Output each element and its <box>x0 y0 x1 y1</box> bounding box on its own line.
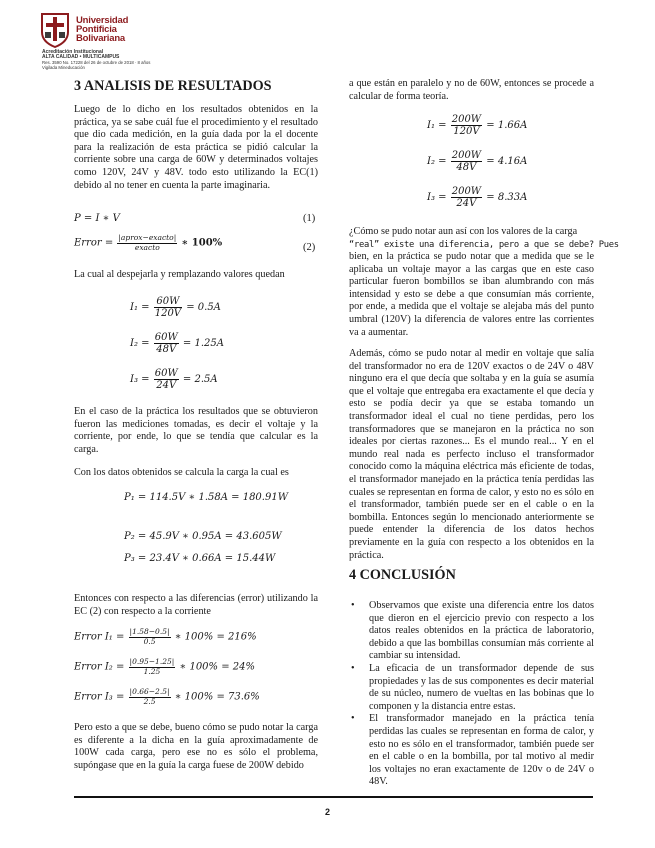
pero-paragraph: Pero esto a que se debe, bueno cómo se pudo notar la carga es diferente a la dicha en la guía aproximadamente de 100W cada carga, pero ese no es sólo el problema, supóngase que en la guía la carga fuese de 200W debido <box>74 722 318 771</box>
equation-2-numerator: |aprox−exacto| <box>118 233 177 242</box>
theory-i3-equation <box>427 186 527 209</box>
theory-i2-denominator: 48V <box>456 162 477 173</box>
theory-i1-denominator: 120V <box>453 126 480 137</box>
question-paragraph: bien, en la práctica se pudo notar que a medida que se le aplicaba un voltaje mayor a las cargas que en este caso particular fueron bombillos se iban alumbrando con más intensidad y esto se debe a que consumían más corriente, por ende, a medida que el voltaje se alejaba más del punto umbral (120V) la diferencia de valores entre las corrientes va a aumentar. <box>349 251 594 338</box>
section-title-conclusion: 4 CONCLUSIÓN <box>349 567 456 583</box>
theory-i1-equation <box>427 114 527 137</box>
i2-lhs: I₂ = <box>130 338 150 349</box>
error-i2-denominator: 1.25 <box>143 666 161 676</box>
equation-1-number: (1) <box>303 213 316 224</box>
accreditation-line2: ALTA CALIDAD • MULTICAMPUS <box>42 54 120 60</box>
error-i3-numerator: |0.66−2.5| <box>129 687 170 696</box>
conclusion-list <box>349 600 594 789</box>
footer-rule <box>74 796 593 798</box>
power-p1-equation: P₁ = 114.5V ∗ 1.58A = 180.91W <box>124 492 288 503</box>
accreditation-block <box>42 50 150 70</box>
theory-i1-lhs: I₁ = <box>427 120 447 131</box>
current-i1-equation <box>130 296 221 319</box>
equation-2-denominator: exacto <box>134 242 160 252</box>
current-i2-equation <box>130 332 224 355</box>
intro-paragraph: Luego de lo dicho en los resultados obtenidos en la práctica, ya se sabe cuál fue el procedimiento y el resultado que dio cada medición, en la guía dada por la el docente para la realización de esta práctica se pidió calcular la corriente sobre una carga de 60W y determinados voltajes como 120V, 24V y 48V. todo esto utilizando la EC(1) debido al no tener en cuenta la parte imaginaria. <box>74 104 318 191</box>
i3-denominator: 24V <box>156 380 177 391</box>
error-i1-rhs: ∗ 100% = 216% <box>174 631 257 643</box>
i3-result: = 2.5A <box>182 374 218 385</box>
error-i2-rhs: ∗ 100% = 24% <box>179 661 256 673</box>
error-i1-numerator: |1.58−0.5| <box>129 627 170 636</box>
university-logo <box>40 12 250 70</box>
question-line-b: “real” existe una diferencia, pero a que se debe? Pues <box>349 240 619 250</box>
i1-lhs: I₁ = <box>130 302 150 313</box>
conclusion-item-1: • Observamos que existe una diferencia entre los datos que dieron en el ejercicio previo con respecto a los datos reales obtenidos en la práctica de laboratorio, debido a que las bombillas consumían más corriente al cambiar su intensidad. <box>349 600 594 663</box>
university-name-line3: Bolivariana <box>76 33 126 44</box>
i2-denominator: 48V <box>156 344 177 355</box>
equation-2-lhs: Error = <box>74 237 114 249</box>
conclusion-item-2: • La eficacia de un transformador depende de sus propiedades y las de sus componentes es decir material de su núcleo, numero de vueltas en las bobinas que lo componen y la distancia entre estas. <box>349 663 594 713</box>
i3-lhs: I₃ = <box>130 374 150 385</box>
error-i3-denominator: 2.5 <box>143 696 156 706</box>
accreditation-line1: Acreditación Institucional <box>42 49 104 55</box>
equation-1: P = I ∗ V <box>74 213 120 224</box>
error-i3-rhs: ∗ 100% = 73.6% <box>174 691 260 703</box>
theory-i2-result: = 4.16A <box>486 156 528 167</box>
i1-result: = 0.5A <box>186 302 221 313</box>
con-datos-text: Con los datos obtenidos se calcula la carga la cual es <box>74 467 289 478</box>
entonces-paragraph: Entonces con respecto a las diferencias (error) utilizando la EC (2) con respecto a la corriente <box>74 593 318 617</box>
university-name-line1: Universidad <box>76 15 129 26</box>
error-i2-lhs: Error I₂ = <box>74 661 125 673</box>
theory-i3-numerator: 200W <box>451 186 482 197</box>
error-i3-equation <box>74 688 260 706</box>
i3-numerator: 60W <box>154 368 178 379</box>
error-i1-equation <box>74 628 257 646</box>
theory-i2-numerator: 200W <box>451 150 482 161</box>
practica-paragraph: En el caso de la práctica los resultados que se obtuvieron fueron las mediciones tomadas, es decir el voltaje y la corriente, por ende, lo que se tendía que calcular es la carga. <box>74 406 318 455</box>
university-name <box>76 16 128 43</box>
accreditation-line4: Vigilada Mineducación <box>42 65 85 70</box>
theory-i1-result: = 1.66A <box>486 120 528 131</box>
i1-numerator: 60W <box>154 296 182 308</box>
i1-denominator: 120V <box>154 308 182 319</box>
conclusion-item-3: • El transformador manejado en la práctica tenía perdidas las cuales se representan en forma de calor, y esto no es sólo en el transformador, también puede ser en el cable o en la bombilla, por tal motivo al medir los voltajes no eran exactamente de 120v o de 24V o 48V. <box>349 713 594 789</box>
error-i2-equation <box>74 658 255 676</box>
theory-i3-lhs: I₃ = <box>427 192 447 203</box>
equation-2-rhs: ∗ 100% <box>181 237 223 249</box>
equation-2-fraction <box>117 234 177 252</box>
i2-numerator: 60W <box>154 332 178 343</box>
university-name-line2: Pontificia <box>76 24 117 35</box>
equation-2 <box>74 234 222 252</box>
question-line-a: ¿Cómo se pudo notar aun así con los valores de la carga <box>349 226 578 237</box>
theory-i3-result: = 8.33A <box>486 192 528 203</box>
theory-i3-denominator: 24V <box>456 198 477 209</box>
i2-result: = 1.25A <box>182 338 224 349</box>
continuation-paragraph: a que están en paralelo y no de 60W, entonces se procede a calcular de forma teoría. <box>349 78 594 102</box>
current-i3-equation <box>130 368 218 391</box>
university-crest-icon <box>40 12 70 48</box>
error-i3-lhs: Error I₃ = <box>74 691 125 703</box>
page-number: 2 <box>324 807 330 817</box>
power-p3-equation: P₃ = 23.4V ∗ 0.66A = 15.44W <box>124 553 276 564</box>
despeje-text: La cual al despejarla y remplazando valores quedan <box>74 269 285 280</box>
theory-i2-equation <box>427 150 527 173</box>
theory-i2-lhs: I₂ = <box>427 156 447 167</box>
section-title-analisis: 3 ANALISIS DE RESULTADOS <box>74 78 272 94</box>
ademas-paragraph: Además, cómo se pudo notar al medir en voltaje que salía del transformador no era de 120V exactos o de 24V o 48V ninguno era el que decía que soltaba y en la guía se asumía que el voltaje que entregaba era exactamente el que decía y esto se podía decir ya que se estaba tomando un transformador ideal el cual no tiene perdidas, pero los transformadores que se manejaron en la práctica no son ideales por ciertas razones... Es el mundo real... Y en el mundo real nada es perfecto incluso el transformador conocido como la máquina eléctrica más eficiente de todas, el transformador manejado en la práctica tenía perdidas las cuales se representan en forma de calor, y esto no es sólo en el transformador, también puede ser en el cable o en la bombilla. Entonces según lo mencionado anteriormente se puede entender la diferencia de los datos hechos previamente en la guía con respecto a los obtenidos en la práctica. <box>349 348 594 561</box>
theory-i1-numerator: 200W <box>451 114 482 125</box>
error-i1-lhs: Error I₁ = <box>74 631 125 643</box>
error-i2-numerator: |0.95−1.25| <box>129 657 175 666</box>
accreditation-line3: Res. 3590 No. 17228 del 26 de octubre de 2018 · 8 años <box>42 60 151 65</box>
equation-2-number: (2) <box>303 242 316 253</box>
error-i1-denominator: 0.5 <box>143 636 156 646</box>
power-p2-equation: P₂ = 45.9V ∗ 0.95A = 43.605W <box>124 531 282 542</box>
